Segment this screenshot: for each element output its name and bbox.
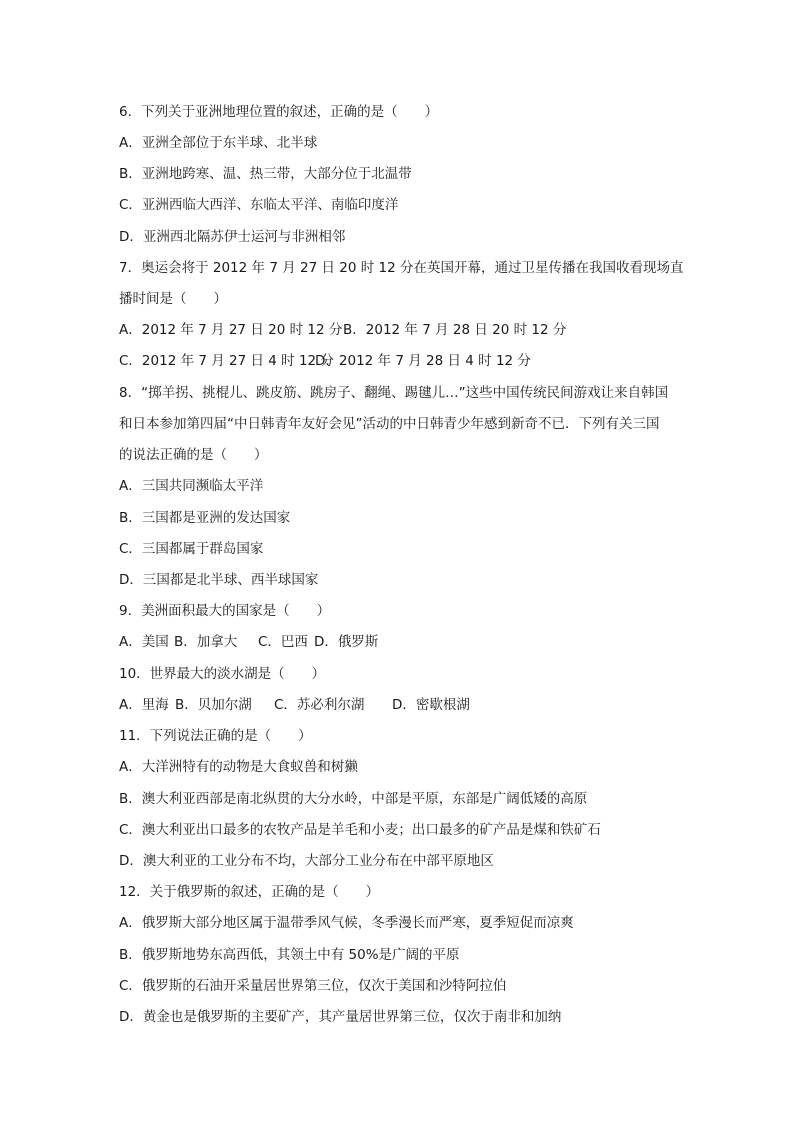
question-11-option-a: A．大洋洲特有的动物是大食蚁兽和树獭 — [119, 759, 358, 775]
question-7-options-row-2 — [119, 352, 719, 370]
question-10-option-d: D．密歇根湖 — [392, 697, 470, 713]
question-12-option-a: A．俄罗斯大部分地区属于温带季风气候，冬季漫长而严寒，夏季短促而凉爽 — [119, 915, 574, 931]
question-9-stem: 9．美洲面积最大的国家是（ ） — [119, 603, 331, 619]
question-11-stem: 11．下列说法正确的是（ ） — [119, 728, 312, 744]
question-10-option-c: C．苏必利尔湖 — [274, 697, 365, 713]
question-6-option-b: B．亚洲地跨寒、温、热三带，大部分位于北温带 — [119, 166, 412, 182]
question-7-option-a: A．2012 年 7 月 27 日 20 时 12 分 — [119, 322, 343, 338]
question-8-option-d: D．三国都是北半球、西半球国家 — [119, 572, 319, 588]
question-10-option-b: B．贝加尔湖 — [175, 697, 252, 713]
question-10-options-row — [119, 696, 719, 714]
question-7-options-row-1 — [119, 321, 719, 339]
question-12-option-b: B．俄罗斯地势东高西低，其领土中有 50%是广阔的平原 — [119, 947, 460, 963]
question-9-options-row — [119, 633, 719, 651]
question-6-option-a: A．亚洲全部位于东半球、北半球 — [119, 135, 318, 151]
question-8-stem-line-2: 和日本参加第四届“中日韩青年友好会见”活动的中日韩青少年感到新奇不已．下列有关三国 — [119, 416, 660, 432]
question-10-option-a: A．里海 — [119, 697, 169, 713]
question-8-option-a: A．三国共同濒临太平洋 — [119, 478, 264, 494]
question-11-option-c: C．澳大利亚出口最多的农牧产品是羊毛和小麦；出口最多的矿产品是煤和铁矿石 — [119, 822, 601, 838]
question-8-option-b: B．三国都是亚洲的发达国家 — [119, 510, 291, 526]
question-8-option-c: C．三国都属于群岛国家 — [119, 541, 264, 557]
question-6-option-d: D．亚洲西北隔苏伊士运河与非洲相邻 — [119, 229, 346, 245]
question-9-option-b: B．加拿大 — [174, 634, 238, 650]
question-9-option-a: A．美国 — [119, 634, 169, 650]
question-7-option-b: B．2012 年 7 月 28 日 20 时 12 分 — [343, 322, 567, 338]
question-12-option-d: D．黄金也是俄罗斯的主要矿产，其产量居世界第三位，仅次于南非和加纳 — [119, 1009, 562, 1025]
question-12-stem: 12．关于俄罗斯的叙述，正确的是（ ） — [119, 884, 380, 900]
question-7-stem-line-1: 7．奥运会将于 2012 年 7 月 27 日 20 时 12 分在英国开幕，通过卫星传播在我国收看现场直 — [119, 260, 684, 276]
question-7-stem-line-2: 播时间是（ ） — [119, 291, 227, 307]
question-9-option-d: D．俄罗斯 — [314, 634, 379, 650]
question-11-option-d: D．澳大利亚的工业分布不均，大部分工业分布在中部平原地区 — [119, 853, 494, 869]
question-9-option-c: C．巴西 — [258, 634, 308, 650]
question-6-option-c: C．亚洲西临大西洋、东临太平洋、南临印度洋 — [119, 197, 399, 213]
question-12-option-c: C．俄罗斯的石油开采量居世界第三位，仅次于美国和沙特阿拉伯 — [119, 978, 507, 994]
question-6-stem: 6．下列关于亚洲地理位置的叙述，正确的是（ ） — [119, 104, 439, 120]
question-11-option-b: B．澳大利亚西部是南北纵贯的大分水岭，中部是平原，东部是广阔低矮的高原 — [119, 791, 588, 807]
question-7-option-c: C．2012 年 7 月 27 日 4 时 12 分 — [119, 353, 334, 369]
question-8-stem-line-1: 8．“掷羊拐、挑棍儿、跳皮筋、跳房子、翻绳、踢毽儿…”这些中国传统民间游戏让来自韩国 — [119, 385, 669, 401]
question-8-stem-line-3: 的说法正确的是（ ） — [119, 447, 268, 463]
question-10-stem: 10．世界最大的淡水湖是（ ） — [119, 666, 326, 682]
question-7-option-d: D．2012 年 7 月 28 日 4 时 12 分 — [315, 353, 531, 369]
